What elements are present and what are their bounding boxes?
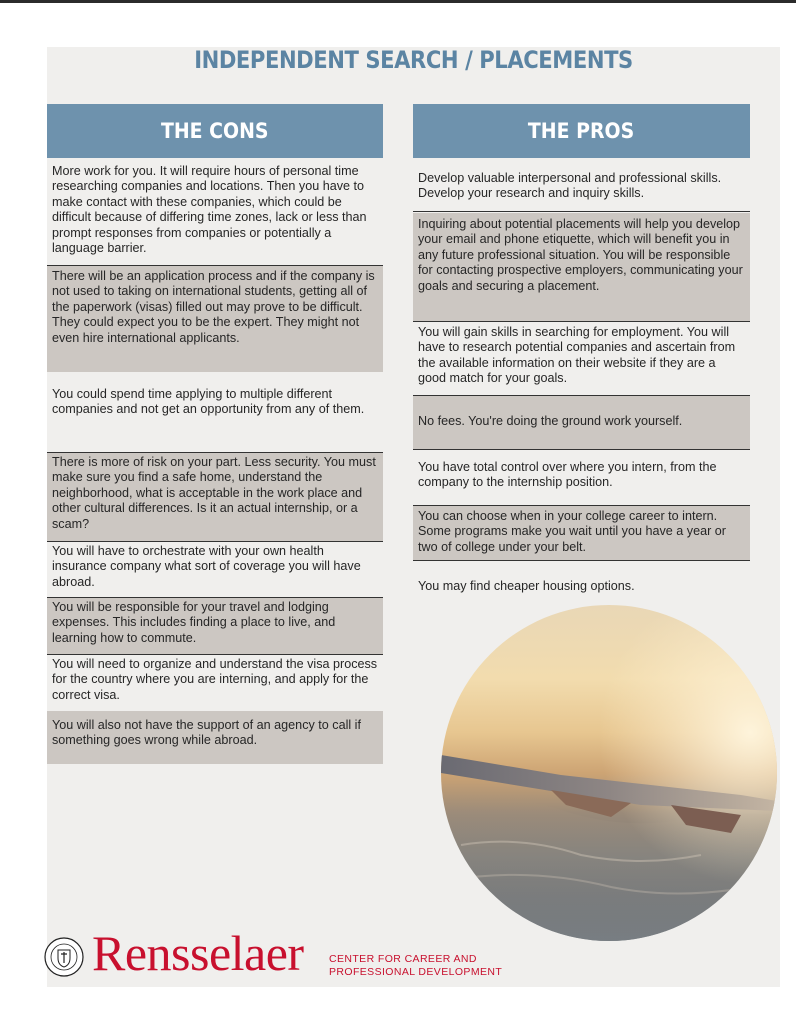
brand-wordmark: Rensselaer	[92, 925, 304, 981]
brand-subtitle-line-2: PROFESSIONAL DEVELOPMENT	[329, 966, 503, 978]
cons-header-label: THE CONS	[161, 119, 269, 143]
page-title: INDEPENDENT SEARCH / PLACEMENTS	[194, 46, 633, 74]
cons-item-6: You will be responsible for your travel and lodging expenses. This includes finding a place to live, and learning how to commute.	[47, 597, 383, 654]
cons-item-1: More work for you. It will require hours of personal time researching companies and locations. Then you have to make contact with these companies, which could be difficult because of differing time zones, lack or less than prompt responses from companies or potentially a language barrier.	[52, 164, 367, 256]
pros-item-4: No fees. You're doing the ground work yourself.	[413, 395, 750, 450]
pros-item-5: You have total control over where you intern, from the company to the internship position.	[418, 460, 717, 490]
pros-item-3: You will gain skills in searching for employment. You will have to research potential companies and ascertain from the available information on their website if they are a good match for your goals.	[418, 325, 736, 386]
pros-item-2: Inquiring about potential placements will help you develop your email and phone etiquette, which will benefit you in any future professional situation. You will be responsible for contacting prospective employers, communicating your goals and securing a placement.	[413, 213, 750, 322]
pros-item-1: Develop valuable interpersonal and professional skills. Develop your research and inquiry skills.	[413, 162, 750, 212]
cons-item-3: You could spend time applying to multiple different companies and not get an opportunity from any of them.	[52, 387, 365, 417]
cons-item-8: You will also not have the support of an agency to call if something goes wrong while abroad.	[47, 711, 383, 764]
rensselaer-seal-logo	[44, 937, 84, 977]
pros-item-6: You can choose when in your college career to intern. Some programs make you wait until you have a year or two of college under your belt.	[413, 505, 750, 561]
top-rule	[0, 0, 796, 3]
pros-header-label: THE PROS	[528, 119, 635, 143]
cons-header	[47, 104, 383, 158]
pros-header	[413, 104, 750, 158]
cons-item-5: You will have to orchestrate with your own health insurance company what sort of coverage you will have abroad.	[47, 541, 383, 597]
pros-item-7: You may find cheaper housing options.	[418, 579, 635, 593]
cons-item-7: You will need to organize and understand the visa process for the country where you are interning, and apply for the correct visa.	[47, 654, 383, 711]
brand-subtitle-line-1: CENTER FOR CAREER AND	[329, 953, 477, 965]
airplane-wing-photo	[441, 605, 777, 941]
cons-item-2: There will be an application process and if the company is not used to taking on international students, getting all of the paperwork (visas) filled out may prove to be difficult. They could expect you to be the expert. They might not even hire international applicants.	[47, 265, 383, 372]
cons-item-4: There is more of risk on your part. Less security. You must make sure you find a safe home, understand the neighborhood, what is acceptable in the work place and other cultural differences. Is it an actual internship, or a scam?	[47, 452, 383, 541]
airplane-wing-illustration	[441, 605, 777, 941]
brand-subtitle	[329, 953, 502, 979]
